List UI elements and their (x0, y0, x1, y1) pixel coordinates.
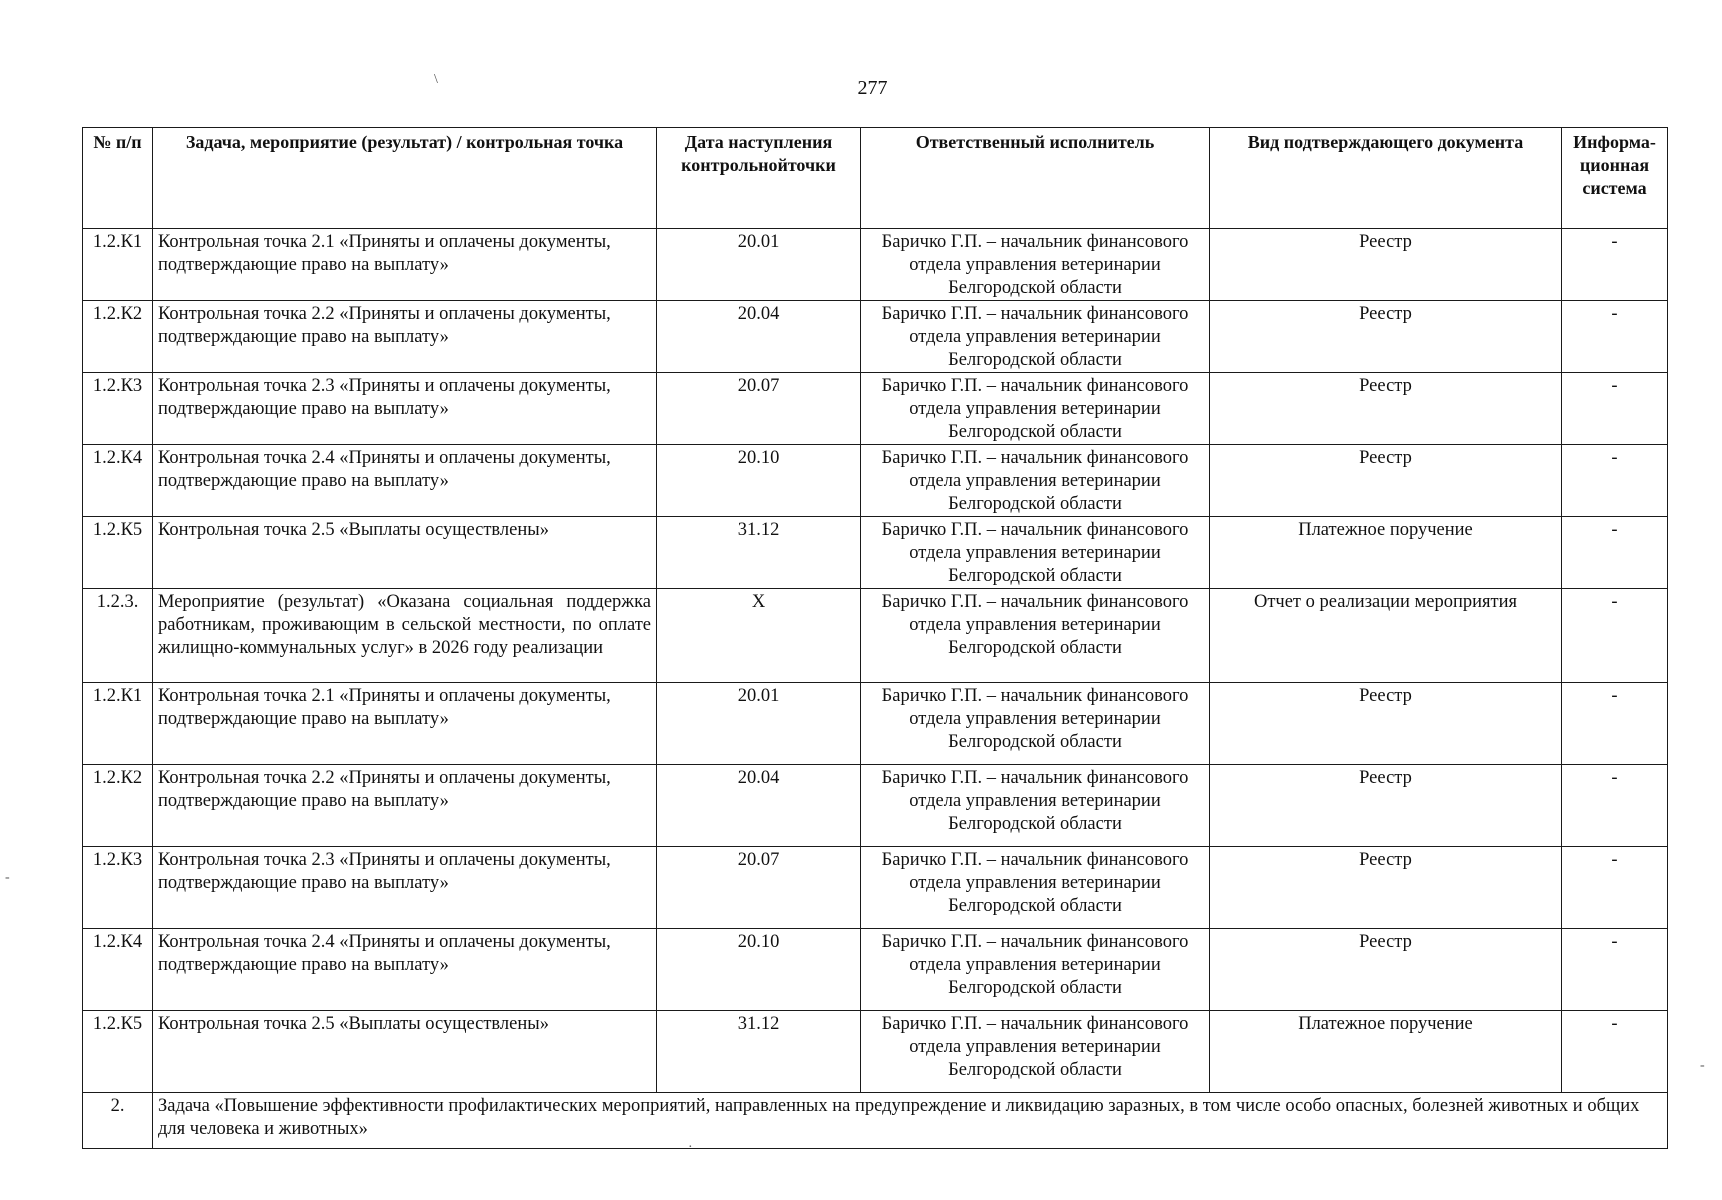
header-executor: Ответственный исполнитель (861, 128, 1210, 229)
row-executor: Баричко Г.П. – начальник финансового отдела управления ветеринарии Белгородской области (861, 373, 1210, 445)
row-task: Контрольная точка 2.5 «Выплаты осуществлены» (153, 517, 657, 589)
row-date: 20.04 (657, 301, 861, 373)
row-num: 1.2.К5 (83, 1011, 153, 1093)
row-task: Контрольная точка 2.3 «Приняты и оплачены документы, подтверждающие право на выплату» (153, 373, 657, 445)
table-row (83, 229, 1668, 301)
header-date: Дата наступления контрольнойточки (657, 128, 861, 229)
header-system: Информа-ционная система (1562, 128, 1668, 229)
row-system: - (1562, 847, 1668, 929)
row-executor: Баричко Г.П. – начальник финансового отдела управления ветеринарии Белгородской области (861, 1011, 1210, 1093)
row-executor: Баричко Г.П. – начальник финансового отдела управления ветеринарии Белгородской области (861, 445, 1210, 517)
row-task: Контрольная точка 2.2 «Приняты и оплачены документы, подтверждающие право на выплату» (153, 765, 657, 847)
row-doc: Реестр (1210, 847, 1562, 929)
row-system: - (1562, 373, 1668, 445)
row-executor: Баричко Г.П. – начальник финансового отдела управления ветеринарии Белгородской области (861, 517, 1210, 589)
row-num: 1.2.К3 (83, 847, 153, 929)
row-date: 20.04 (657, 765, 861, 847)
row-task: Контрольная точка 2.3 «Приняты и оплачены документы, подтверждающие право на выплату» (153, 847, 657, 929)
table-row-task (83, 1093, 1668, 1149)
scan-mark: · (688, 1140, 693, 1155)
row-executor: Баричко Г.П. – начальник финансового отдела управления ветеринарии Белгородской области (861, 229, 1210, 301)
table-row (83, 301, 1668, 373)
row-date: 20.01 (657, 229, 861, 301)
row-num: 1.2.К2 (83, 301, 153, 373)
table-row (83, 765, 1668, 847)
row-date: 20.07 (657, 373, 861, 445)
row-doc: Платежное поручение (1210, 1011, 1562, 1093)
row-num: 1.2.К1 (83, 229, 153, 301)
row-task: Контрольная точка 2.4 «Приняты и оплачены документы, подтверждающие право на выплату» (153, 445, 657, 517)
row-num: 1.2.К1 (83, 683, 153, 765)
header-task: Задача, мероприятие (результат) / контрольная точка (153, 128, 657, 229)
row-doc: Платежное поручение (1210, 517, 1562, 589)
row-executor: Баричко Г.П. – начальник финансового отдела управления ветеринарии Белгородской области (861, 765, 1210, 847)
table-row (83, 517, 1668, 589)
row-task: Контрольная точка 2.1 «Приняты и оплачены документы, подтверждающие право на выплату» (153, 229, 657, 301)
table-row-event (83, 589, 1668, 683)
row-executor: Баричко Г.П. – начальник финансового отдела управления ветеринарии Белгородской области (861, 929, 1210, 1011)
row-date: 31.12 (657, 1011, 861, 1093)
row-date: Х (657, 589, 861, 683)
table-row (83, 373, 1668, 445)
row-executor: Баричко Г.П. – начальник финансового отдела управления ветеринарии Белгородской области (861, 847, 1210, 929)
control-points-table (82, 127, 1668, 1149)
row-system: - (1562, 765, 1668, 847)
row-task: Мероприятие (результат) «Оказана социальная поддержка работникам, проживающим в сельской местности, по оплате жилищно-коммунальных услуг» в 2026 году реализации (153, 589, 657, 683)
row-num: 1.2.К3 (83, 373, 153, 445)
row-system: - (1562, 1011, 1668, 1093)
header-doc: Вид подтверждающего документа (1210, 128, 1562, 229)
scan-mark: - (5, 870, 10, 885)
row-doc: Реестр (1210, 929, 1562, 1011)
row-num: 1.2.К4 (83, 445, 153, 517)
row-system: - (1562, 589, 1668, 683)
scan-mark: \ (434, 72, 438, 87)
task-num: 2. (83, 1093, 153, 1149)
row-num: 1.2.К2 (83, 765, 153, 847)
table-row (83, 929, 1668, 1011)
row-doc: Реестр (1210, 445, 1562, 517)
row-date: 20.01 (657, 683, 861, 765)
row-doc: Отчет о реализации мероприятия (1210, 589, 1562, 683)
row-system: - (1562, 229, 1668, 301)
row-doc: Реестр (1210, 765, 1562, 847)
row-date: 20.10 (657, 929, 861, 1011)
row-num: 1.2.К5 (83, 517, 153, 589)
row-doc: Реестр (1210, 683, 1562, 765)
scan-mark: - (1700, 1058, 1705, 1073)
row-system: - (1562, 445, 1668, 517)
row-num: 1.2.3. (83, 589, 153, 683)
task-text: Задача «Повышение эффективности профилактических мероприятий, направленных на предупреждение и ликвидацию заразных, в том числе особо опасных, болезней животных и общих для человека и животных» (153, 1093, 1668, 1149)
row-num: 1.2.К4 (83, 929, 153, 1011)
row-task: Контрольная точка 2.2 «Приняты и оплачены документы, подтверждающие право на выплату» (153, 301, 657, 373)
row-date: 20.07 (657, 847, 861, 929)
table-header-row (83, 128, 1668, 229)
row-system: - (1562, 929, 1668, 1011)
row-date: 31.12 (657, 517, 861, 589)
header-num: № п/п (83, 128, 153, 229)
row-doc: Реестр (1210, 229, 1562, 301)
row-executor: Баричко Г.П. – начальник финансового отдела управления ветеринарии Белгородской области (861, 301, 1210, 373)
row-task: Контрольная точка 2.1 «Приняты и оплачены документы, подтверждающие право на выплату» (153, 683, 657, 765)
table-row (83, 847, 1668, 929)
row-executor: Баричко Г.П. – начальник финансового отдела управления ветеринарии Белгородской области (861, 589, 1210, 683)
row-system: - (1562, 517, 1668, 589)
row-system: - (1562, 683, 1668, 765)
row-system: - (1562, 301, 1668, 373)
table-row (83, 683, 1668, 765)
row-doc: Реестр (1210, 301, 1562, 373)
row-executor: Баричко Г.П. – начальник финансового отдела управления ветеринарии Белгородской области (861, 683, 1210, 765)
row-date: 20.10 (657, 445, 861, 517)
row-task: Контрольная точка 2.5 «Выплаты осуществлены» (153, 1011, 657, 1093)
row-doc: Реестр (1210, 373, 1562, 445)
row-task: Контрольная точка 2.4 «Приняты и оплачены документы, подтверждающие право на выплату» (153, 929, 657, 1011)
page-number: 277 (857, 77, 888, 99)
table-row (83, 1011, 1668, 1093)
table-row (83, 445, 1668, 517)
